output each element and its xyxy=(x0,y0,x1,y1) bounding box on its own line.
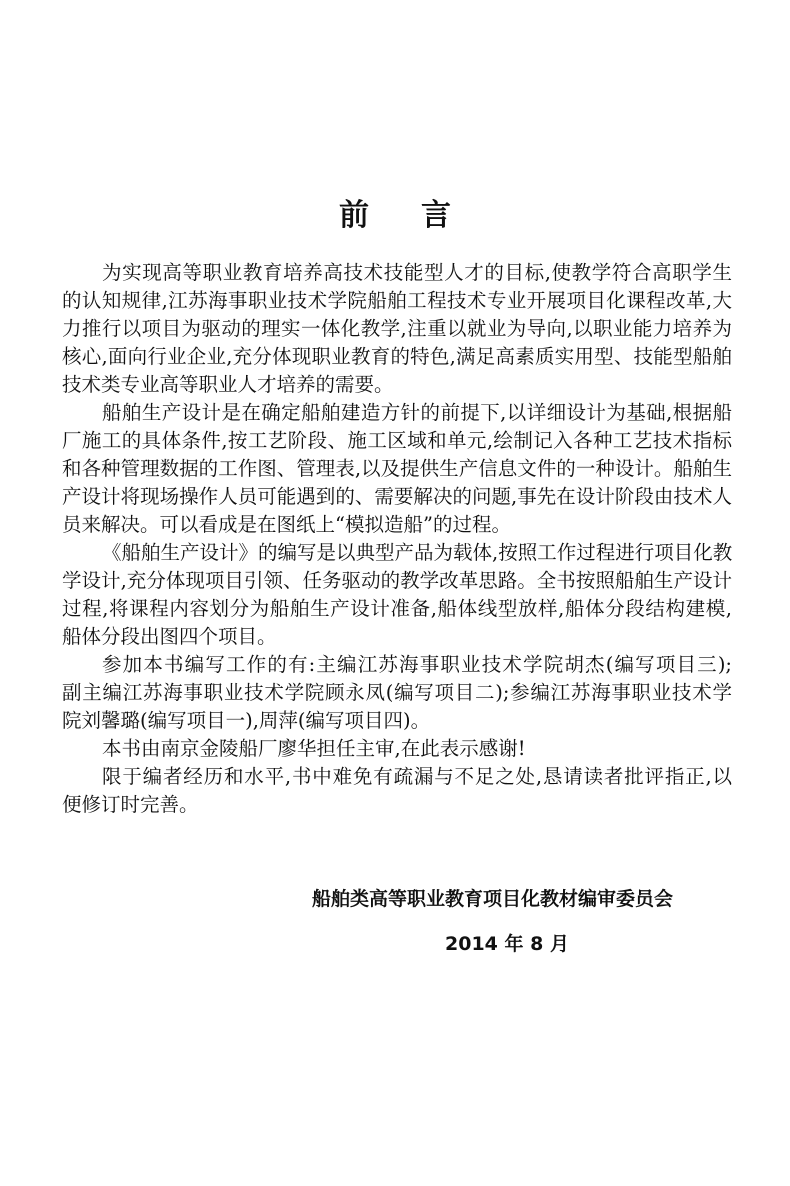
paragraph-line: 船体分段出图四个项目。 xyxy=(62,625,277,648)
paragraph-line: 院刘馨璐(编写项目一),周萍(编写项目四)。 xyxy=(62,709,431,732)
paragraph-line: 参加本书编写工作的有:主编江苏海事职业技术学院胡杰(编写项目三); xyxy=(102,653,732,676)
paragraph-line: 船舶生产设计是在确定船舶建造方针的前提下,以详细设计为基础,根据船 xyxy=(102,401,732,424)
paragraph-line: 《船舶生产设计》的编写是以典型产品为载体,按照工作过程进行项目化教 xyxy=(102,541,733,564)
paragraph-line: 便修订时完善。 xyxy=(62,793,199,816)
preface-body xyxy=(62,259,732,819)
paragraph-line: 限于编者经历和水平,书中难免有疏漏与不足之处,恳请读者批评指正,以 xyxy=(102,765,732,788)
paragraph-line: 学设计,充分体现项目引领、任务驱动的教学改革思路。全书按照船舶生产设计 xyxy=(62,569,732,592)
paragraph-line: 产设计将现场操作人员可能遇到的、需要解决的问题,事先在设计阶段由技术人 xyxy=(62,485,732,508)
paragraph-line: 的认知规律,江苏海事职业技术学院船舶工程技术专业开展项目化课程改革,大 xyxy=(62,289,732,312)
paragraph-line: 力推行以项目为驱动的理实一体化教学,注重以就业为导向,以职业能力培养为 xyxy=(62,317,732,340)
paragraph-line: 技术类专业高等职业人才培养的需要。 xyxy=(62,373,394,396)
paragraph-line: 副主编江苏海事职业技术学院顾永凤(编写项目二);参编江苏海事职业技术学 xyxy=(62,681,732,704)
paragraph-line: 为实现高等职业教育培养高技术技能型人才的目标,使教学符合高职学生 xyxy=(102,261,732,284)
signature-date: 2014 年 8 月 xyxy=(445,933,569,955)
paragraph-line: 和各种管理数据的工作图、管理表,以及提供生产信息文件的一种设计。船舶生 xyxy=(62,457,732,480)
signature-organization: 船舶类高等职业教育项目化教材编审委员会 xyxy=(312,888,674,910)
paragraph-line: 厂施工的具体条件,按工艺阶段、施工区域和单元,绘制记入各种工艺技术指标 xyxy=(62,429,732,452)
page-title: 前言 xyxy=(339,198,503,233)
paragraph-line: 过程,将课程内容划分为船舶生产设计准备,船体线型放样,船体分段结构建模, xyxy=(62,597,732,620)
paragraph-line: 员来解决。可以看成是在图纸上“模拟造船”的过程。 xyxy=(62,513,511,536)
paragraph-line: 核心,面向行业企业,充分体现职业教育的特色,满足高素质实用型、技能型船舶 xyxy=(62,345,732,368)
paragraph-line: 本书由南京金陵船厂廖华担任主审,在此表示感谢! xyxy=(102,737,526,760)
